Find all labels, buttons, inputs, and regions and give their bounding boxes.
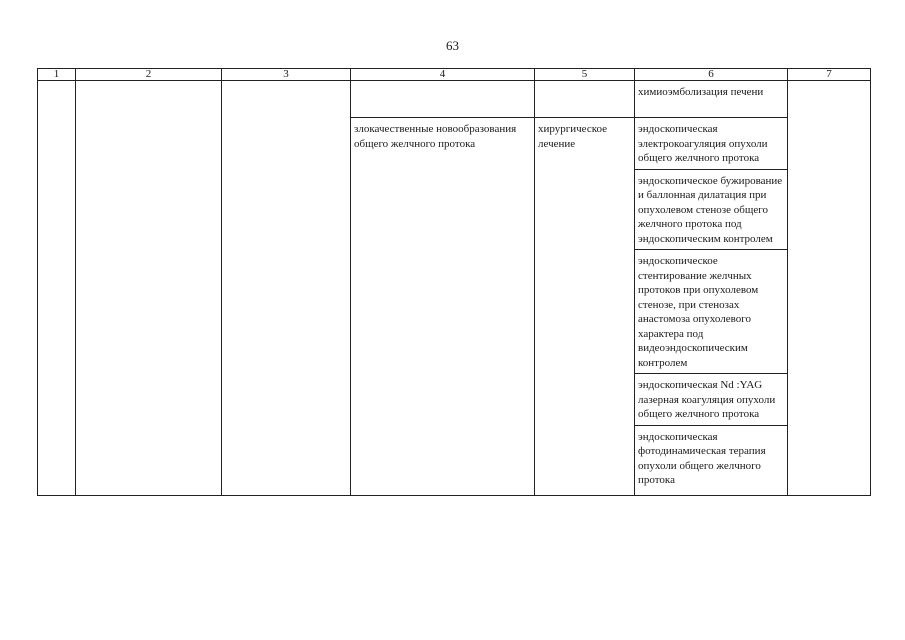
treatment-method-text: эндоскопическое бужирование и баллонная дилатация при опухолевом стенозе общего желчного протока под эндоскопическим контролем (638, 174, 783, 245)
treatment-method-text: химиоэмболизация печени (638, 86, 764, 98)
column-header-3: 3 (222, 69, 351, 81)
column-header-1: 1 (38, 69, 76, 81)
column-header-6: 6 (635, 69, 788, 81)
table-row (38, 81, 871, 118)
treatment-method-text: эндоскопическое стентирование желчных протоков при опухолевом стенозе, при стенозах анастомоза опухолевого характера под видеоэндоскопическим контролем (638, 255, 759, 369)
column-header-4: 4 (351, 69, 535, 81)
column-header-2: 2 (76, 69, 222, 81)
diagnosis-text: злокачественные новообразования общего желчного протока (354, 123, 517, 150)
col3-cell (222, 81, 351, 496)
col4-cell-empty (351, 81, 535, 118)
treatment-method-text: эндоскопическая фотодинамическая терапия опухоли общего желчного протока (638, 430, 766, 486)
column-header-7: 7 (788, 69, 871, 81)
treatment-type-text: хирургическое лечение (538, 123, 608, 150)
treatment-method-cell (635, 118, 788, 170)
col2-cell (76, 81, 222, 496)
col1-cell (38, 81, 76, 496)
column-number-row (38, 69, 871, 81)
column-header-5: 5 (535, 69, 635, 81)
col5-cell-empty (535, 81, 635, 118)
diagnosis-cell (351, 118, 535, 496)
treatment-method-cell (635, 425, 788, 495)
treatment-method-text: эндоскопическая электрокоагуляция опухоли общего желчного протока (638, 123, 768, 164)
col7-cell (788, 81, 871, 496)
treatment-method-cell (635, 374, 788, 426)
treatment-method-cell (635, 169, 788, 250)
document-table (37, 68, 871, 496)
page-number: 63 (446, 38, 459, 53)
treatment-type-cell (535, 118, 635, 496)
treatment-method-cell (635, 250, 788, 374)
treatment-method-text: эндоскопическая Nd :YAG лазерная коагуляция опухоли общего желчного протока (638, 379, 776, 420)
treatment-method-cell (635, 81, 788, 118)
